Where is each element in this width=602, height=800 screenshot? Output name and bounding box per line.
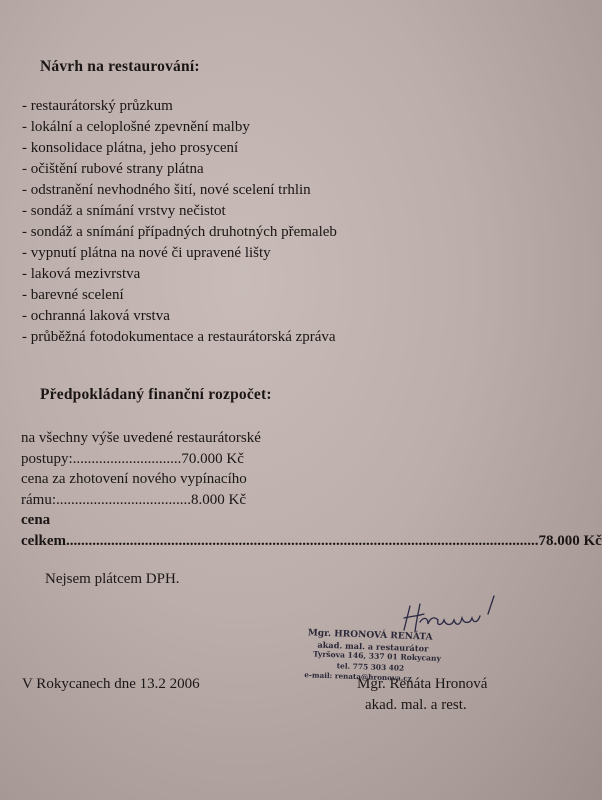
budget-line: cena xyxy=(21,512,51,528)
list-item: - průběžná fotodokumentace a restaurátorská zpráva xyxy=(22,329,336,345)
budget-line: postupy:.............................70.000 Kč xyxy=(21,450,244,467)
list-item: - ochranná laková vrstva xyxy=(22,308,170,324)
list-item: - restaurátorský průzkum xyxy=(22,98,173,114)
signature-title: akad. mal. a rest. xyxy=(365,697,467,713)
budget-line: na všechny výše uvedené restaurátorské xyxy=(21,430,261,446)
stamp-line: e-mail: renata@hronova.cz xyxy=(304,670,412,683)
list-item: - odstranění nevhodného šití, nové scelení trhlin xyxy=(22,182,311,198)
list-item: - očištění rubové strany plátna xyxy=(22,161,204,177)
budget-line: rámu:....................................8.000 Kč xyxy=(21,491,246,508)
list-item: - lokální a celoplošné zpevnění malby xyxy=(22,119,250,135)
list-item: - konsolidace plátna, jeho prosycení xyxy=(22,140,239,156)
total-label: celkem xyxy=(21,532,66,549)
budget-total-row xyxy=(21,531,602,552)
list-item: - barevné scelení xyxy=(22,287,124,303)
list-item: - sondáž a snímání vrstvy nečistot xyxy=(22,203,226,219)
signature-name: Mgr. Renáta Hronová xyxy=(357,676,488,692)
list-item: - sondáž a snímání případných druhotných přemaleb xyxy=(22,224,337,240)
total-leader-dots: .............................................................................................................................. xyxy=(65,532,539,549)
budget-block xyxy=(21,428,602,551)
vat-note: Nejsem plátcem DPH. xyxy=(45,571,180,587)
total-value: 78.000 Kč xyxy=(538,532,602,549)
stamp-line: tel. 775 303 402 xyxy=(336,660,405,673)
list-item: - vypnutí plátna na nové či upravené lišty xyxy=(22,245,271,261)
stamp-line: Tyršova 146, 337 01 Rokycany xyxy=(312,649,442,663)
list-item: - laková mezivrstva xyxy=(22,266,141,282)
proposal-heading: Návrh na restaurování: xyxy=(40,58,200,75)
budget-line: cena za zhotovení nového vypínacího xyxy=(21,471,247,487)
place-date: V Rokycanech dne 13.2 2006 xyxy=(22,676,200,692)
stamp-line: akad. mal. a restaurátor xyxy=(317,639,429,653)
handwritten-signature xyxy=(398,592,508,642)
stamp-line: Mgr. HRONOVÁ RENÁTA xyxy=(307,628,433,643)
budget-heading: Předpokládaný finanční rozpočet: xyxy=(40,386,272,403)
restoration-steps-list xyxy=(22,96,337,348)
